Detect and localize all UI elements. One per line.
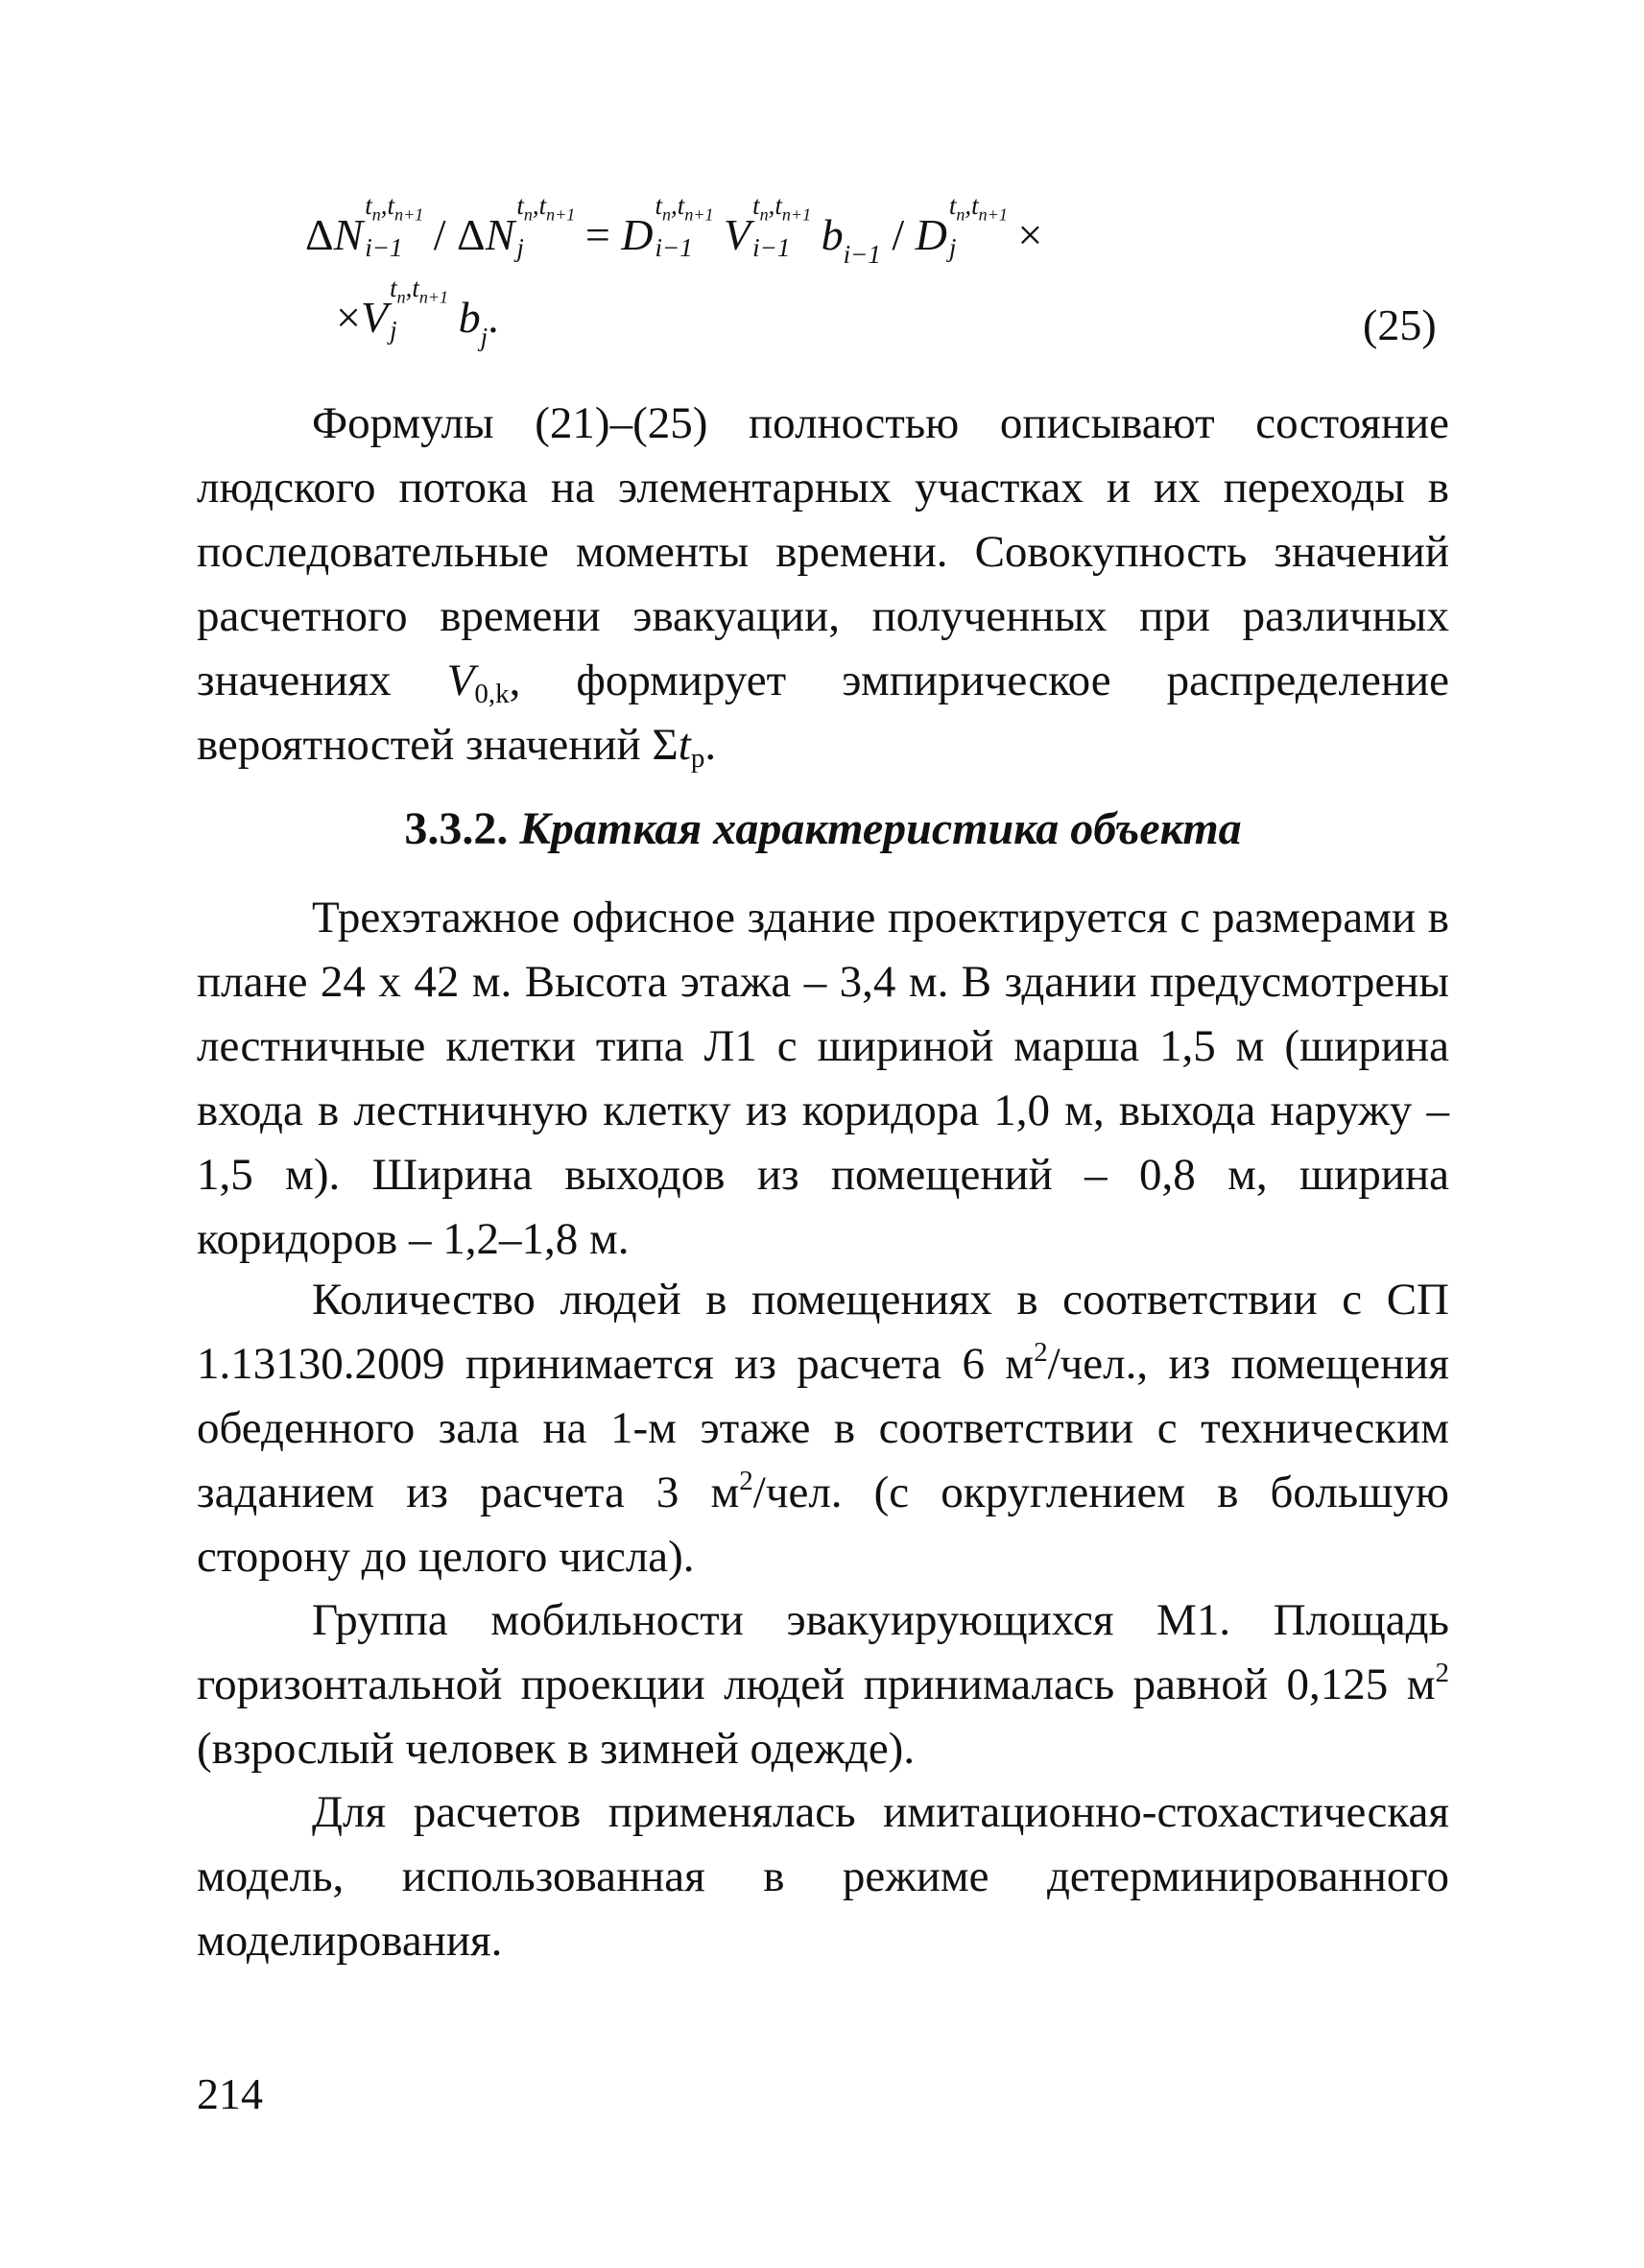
paragraph-occupant-count: Количество людей в помещениях в соответствии с СП 1.13130.2009 принимается из расчета 6 $м^2$/чел., из помещения обеденного зала на 1-м этаже в соответствии с техническим заданием из расчета 3 $м^2$/чел. (с округлением в большую сторону до целого числа). <box>197 1275 1450 1582</box>
formula-line-1: ΔN $t_n,t_{n+1}$ i−1 / ΔN $t_n,t_{n+1}$ j = D $t_n,t_{n+1}$ i−1 V $t_n,t_{n+1}$ i−1 $b_{i-1}$ / D $t_n,t_{n+1}$ j × <box>305 191 1043 269</box>
paragraph-mobility-group: Группа мобильности эвакуирующихся М1. Площадь горизонтальной проекции людей принималась равной 0,125 $м^2$ (взрослый человек в зимней одежде). <box>197 1595 1449 1774</box>
formula-line-2: ×V $t_n,t_{n+1}$ j $b_j$. <box>336 274 499 351</box>
section-number: 3.3.2. <box>404 803 509 854</box>
paragraph-formulas-description: Формулы (21)–(25) полностью описывают состояние людского потока на элементарных участках и их переходы в последовательные моменты времени. Совокупность значений расчетного времени эвакуации, полученных при различных значениях $V_{0,k}$, формирует эмпирическое распределение вероятностей значений $\Sigma t_р$. <box>197 398 1449 774</box>
page-number: 214 <box>197 2069 263 2118</box>
section-heading <box>197 802 1449 855</box>
paragraph-model-description: Для расчетов применялась имитационно-стохастическая модель, использованная в режиме детерминированного моделирования. <box>197 1787 1449 1966</box>
section-title: Краткая характеристика объекта <box>519 803 1242 854</box>
paragraph-building-description: Трехэтажное офисное здание проектируется с размерами в плане 24 х 42 м. Высота этажа – 3,4 м. В здании предусмотрены лестничные клетки типа Л1 с шириной марша 1,5 м (ширина входа в лестничную клетку из коридора 1,0 м, выхода наружу – 1,5 м). Ширина выходов из помещений – 0,8 м, ширина коридоров – 1,2–1,8 м. <box>197 893 1449 1264</box>
equation-number: (25) <box>1363 300 1437 349</box>
